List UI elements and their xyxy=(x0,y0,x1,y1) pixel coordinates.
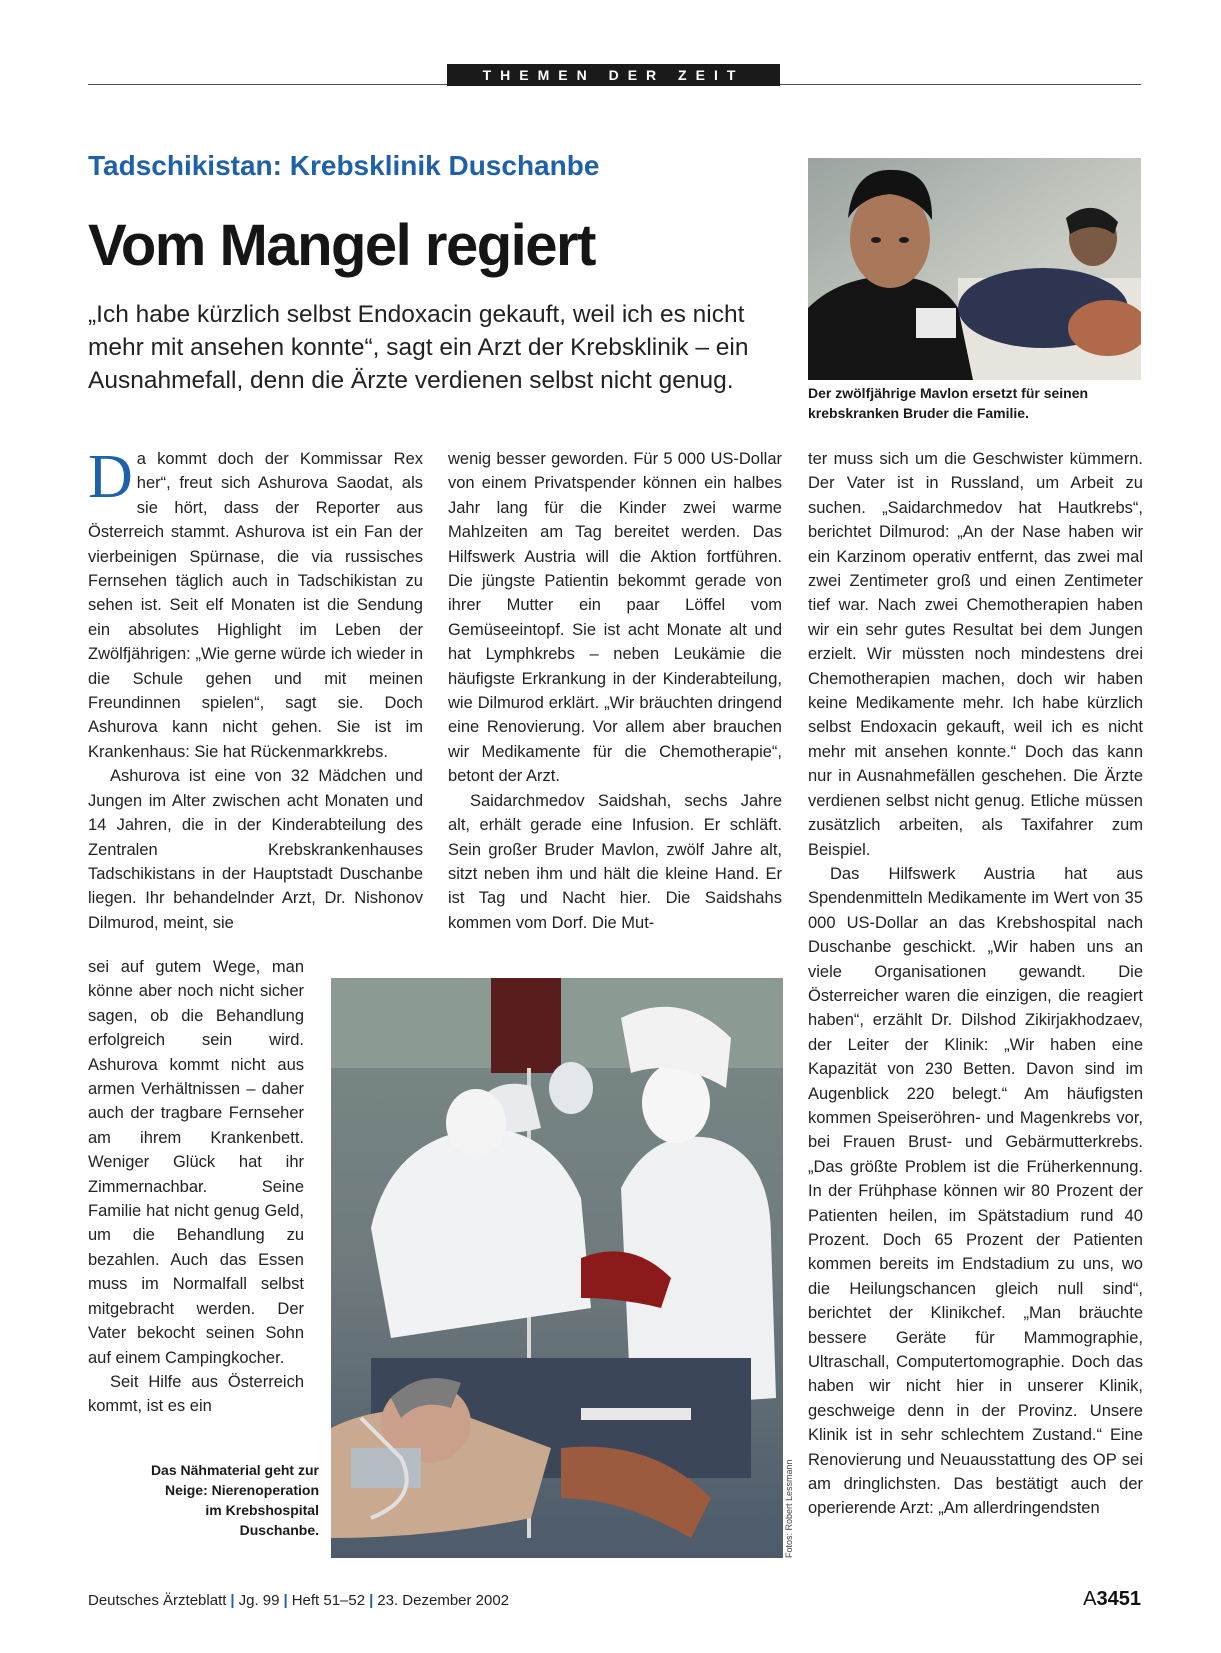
photo-boys-hospital xyxy=(808,158,1141,380)
footer-separator: | xyxy=(283,1592,288,1609)
drop-cap: D xyxy=(88,443,133,511)
article-lead: „Ich habe kürzlich selbst Endoxacin gekauft, weil ich es nicht mehr mit ansehen konnte“, sagt ein Arzt der Krebsklinik – ein Ausnahmefall, denn die Ärzte verdienen selbst nicht genug. xyxy=(88,301,749,394)
photo-surgery xyxy=(331,978,783,1558)
article-headline: Vom Mangel regiert xyxy=(88,213,595,278)
article-column-3 xyxy=(808,447,1143,1521)
paragraph: Ashurova ist eine von 32 Mädchen und Jungen im Alter zwischen acht Monaten und 14 Jahren, die in der Kinderabteilung des Zentralen Krebskrankenhauses Tadschikistans in der Hauptstadt Duschanbe liegen. Ihr behandelnder Arzt, Dr. Nishonov Dilmurod, meint, sie xyxy=(88,767,423,932)
page-prefix: A xyxy=(1083,1588,1097,1610)
paragraph: ter muss sich um die Geschwister kümmern. Der Vater ist in Russland, um Arbeit zu suchen. „Saidarchmedov hat Hautkrebs“, berichtet Dilmurod: „An der Nase haben wir ein Karzinom operativ entfernt, das zwei mal zwei Zentimeter groß und einen Zentimeter tief war. Nach zwei Chemotherapien haben wir ein sehr gutes Resultat bei dem Jungen erzielt. Wir müssten noch mindestens drei Chemotherapien machen, doch wir haben keine Medikamente mehr. Ich habe kürzlich selbst Endoxacin gekauft, weil ich es nicht mehr mit ansehen konnte.“ Doch das kann nur in Ausnahmefällen geschehen. Die Ärzte verdienen selbst nicht genug. Etliche müssen zusätzlich arbeiten, als Taxifahrer zum Beispiel. xyxy=(808,450,1143,859)
photo-boys-image xyxy=(808,158,1141,380)
page-number-value: 3451 xyxy=(1096,1588,1141,1610)
journal-date: 23. Dezember 2002 xyxy=(377,1592,510,1609)
paragraph-text: a kommt doch der Kommissar Rex her“, freut sich Ashurova Saodat, als sie hört, dass der Reporter aus Österreich stammt. Ashurova ist ein Fan der vierbeinigen Spürnase, die via russisches Fernsehen täglich auch in Tadschikistan zu sehen ist. Seit elf Monaten ist die Sendung ein absolutes Highlight im Leben der Zwölfjährigen: „Wie gerne würde ich wieder in die Schule gehen und mit meinen Freundinnen spielen“, sagt sie. Doch Ashurova kann nicht gehen. Sie ist im Krankenhaus: Sie hat Rückenmarkkrebs. xyxy=(88,450,423,761)
article-column-2 xyxy=(448,447,782,935)
photo-top-caption: Der zwölfjährige Mavlon ersetzt für seinen krebskranken Bruder die Familie. xyxy=(808,385,1089,421)
journal-volume: Jg. 99 xyxy=(238,1592,280,1609)
footer-separator: | xyxy=(369,1592,374,1609)
article-column-1-continued xyxy=(88,955,304,1419)
paragraph: Saidarchmedov Saidshah, sechs Jahre alt, erhält gerade eine Infusion. Er schläft. Sein großer Bruder Mavlon, zwölf Jahre alt, sitzt neben ihm und hält die kleine Hand. Er ist Tag und Nacht hier. Die Saidshahs kommen vom Dorf. Die Mut- xyxy=(448,791,782,932)
article-kicker: Tadschikistan: Krebsklinik Duschanbe xyxy=(88,150,600,181)
page-number xyxy=(1083,1588,1141,1611)
photo-credit: Fotos: Robert Lessmann xyxy=(784,1459,794,1558)
paragraph xyxy=(88,443,423,764)
paragraph: Seit Hilfe aus Österreich kommt, ist es ein xyxy=(88,1372,304,1416)
journal-issue: Heft 51–52 xyxy=(291,1592,366,1609)
paragraph: wenig besser geworden. Für 5 000 US-Dollar von einem Privatspender können ein halbes Jahr lang für die Kinder zwei warme Mahlzeiten am Tag bereitet werden. Das Hilfswerk Austria will die Aktion fortführen. Die jüngste Patientin bekommt gerade von ihrer Mutter ein paar Löffel vom Gemüseeintopf. Sie ist acht Monate alt und hat Lymphkrebs – neben Leukämie die häufigste Erkrankung in der Kinderabteilung, wie Dilmurod erklärt. „Wir bräuchten dringend eine Renovierung. Vor allem aber brauchen wir Medikamente für die Chemotherapie“, betont der Arzt. xyxy=(448,450,782,786)
article-column-1 xyxy=(88,443,423,935)
paragraph: Das Hilfswerk Austria hat aus Spendenmitteln Medikamente im Wert von 35 000 US-Dollar an das Krebshospital nach Duschanbe geschickt. „Wir haben uns an viele Organisationen gewandt. Die Österreicher waren die einzigen, die reagiert haben“, erzählt Dr. Dilshod Zikirjakhodzaev, der Leiter der Klinik: „Wir haben eine Kapazität von 230 Betten. Davon sind im Augenblick 220 belegt.“ Am häufigsten kommen Speiseröhren- und Magenkrebs vor, bei Frauen Brust- und Gebärmutterkrebs. „Das größte Problem ist die Früherkennung. In der Frühphase können wir 80 Prozent der Patienten heilen, im Spätstadium rund 40 Prozent. Doch 65 Prozent der Patienten kommen bereits im Endstadium zu uns, wo die Heilungschancen gleich null sind“, berichtet der Klinikchef. „Man bräuchte bessere Geräte für Mammographie, Ultraschall, Computertomographie. Doch das haben wir nicht hier in unserer Klinik, geschweige denn in der Provinz. Unsere Klinik ist in sehr schlechtem Zustand.“ Eine Renovierung und Neuausstattung des OP sei am dringlichsten. Das bestätigt auch der operierende Arzt: „Am allerdringendsten xyxy=(808,864,1143,1518)
photo-surgery-image xyxy=(331,978,783,1558)
page-footer xyxy=(88,1592,509,1609)
paragraph: sei auf gutem Wege, man könne aber noch nicht sicher sagen, ob die Behandlung erfolgreich sein wird. Ashurova kommt nicht aus armen Verhältnissen – daher auch der tragbare Fernseher am ihrem Krankenbett. Weniger Glück hat ihr Zimmernachbar. Seine Familie hat nicht genug Geld, um die Behandlung zu bezahlen. Auch das Essen muss im Normalfall selbst mitgebracht werden. Der Vater bekocht seinen Sohn auf einem Campingkocher. xyxy=(88,958,304,1367)
journal-name: Deutsches Ärzteblatt xyxy=(88,1592,227,1609)
footer-separator: | xyxy=(230,1592,235,1609)
section-label: THEMEN DER ZEIT xyxy=(447,64,780,86)
photo-bottom-caption: Das Nähmaterial geht zur Neige: Nierenoperation im Krebshospital Duschanbe. xyxy=(150,1462,319,1538)
